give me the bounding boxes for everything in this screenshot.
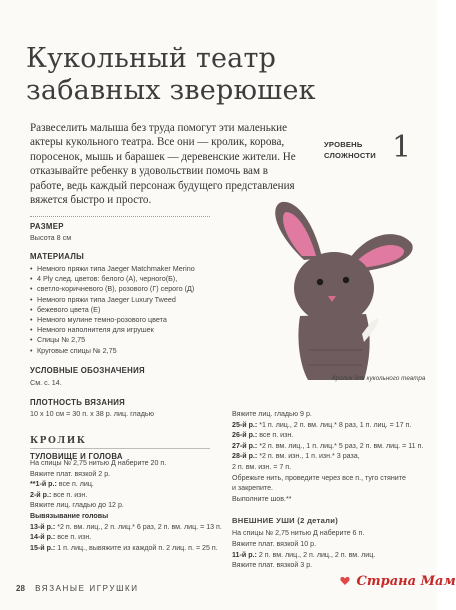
rabbit-body-line (232, 441, 423, 451)
rabbit-puppet-photo (252, 200, 432, 385)
page-title-line1: Кукольный театр (26, 43, 277, 74)
site-watermark (340, 574, 456, 589)
row-label: 11-й р.: (232, 550, 257, 559)
rabbit-body-line (30, 500, 124, 510)
row-text: На спицы № 2,75 нитью Д наберите 6 п. (232, 529, 365, 538)
ears-heading: ВНЕШНИЕ УШИ (2 детали) (232, 516, 339, 526)
row-text: Вяжите лиц. гладью до 12 р. (30, 501, 124, 510)
materials-item: • Немного мулине темно-розового цвета (30, 315, 220, 325)
difficulty-value: 1 (392, 130, 412, 165)
rabbit-body-line (232, 494, 291, 504)
section-rule (30, 448, 210, 449)
ears-line (232, 539, 316, 549)
rabbit-body-line (30, 479, 94, 489)
gauge-heading: ПЛОТНОСТЬ ВЯЗАНИЯ (30, 398, 126, 407)
rabbit-body-line (30, 532, 91, 542)
row-label: **1-й р.: (30, 480, 57, 489)
materials-item: • Спицы № 2,75 (30, 335, 220, 345)
page-footer (16, 584, 139, 593)
materials-item: • 4 Ply след. цветов: белого (А), черного(Б), (30, 274, 220, 284)
rabbit-body-line (232, 462, 291, 472)
row-text: Выполните шов.** (232, 494, 292, 503)
materials-item: • Немного наполнителя для игрушек (30, 325, 220, 335)
watermark-text: Страна Мам (356, 574, 456, 589)
row-text: 1 п. лиц., вывяжите из каждой п. 2 лиц. п. = 25 п. (55, 543, 218, 552)
rabbit-body-line (30, 458, 166, 468)
symbols-value: См. с. 14. (30, 378, 62, 387)
rabbit-body-line (30, 522, 222, 532)
materials-item: • бежевого цвета (Е) (30, 305, 220, 315)
size-value: Высота 8 см (30, 233, 72, 242)
row-text: *2 п. вм. изн., 1 п. изн.* 3 раза, (257, 452, 360, 461)
rabbit-body-line (232, 409, 312, 419)
materials-list (30, 264, 220, 356)
rabbit-body-line (30, 469, 110, 479)
row-text: Вяжите плат. вязкой 3 р. (232, 561, 313, 570)
gauge-value: 10 х 10 см = 30 п. х 38 р. лиц. гладью (30, 409, 155, 418)
row-text: Вяжите плат. вязкой 10 р. (232, 539, 317, 548)
page-number: 28 (16, 584, 25, 593)
row-text: Обрежьте нить, проведите через все п., туго стяните (232, 473, 406, 482)
ears-line (232, 560, 312, 570)
ears-line (232, 550, 375, 560)
row-text: все п. лиц. (56, 480, 94, 489)
body-head-heading: ТУЛОВИЩЕ И ГОЛОВА (30, 452, 123, 461)
row-text: Вяжите плат. вязкой 2 р. (30, 469, 111, 478)
rabbit-body-line (30, 490, 87, 500)
rabbit-body-line (232, 473, 406, 483)
rabbit-body-line (232, 430, 293, 440)
materials-heading: МАТЕРИАЛЫ (30, 252, 85, 261)
row-label: 27-й р.: (232, 441, 258, 450)
row-label: 13-й р.: (30, 522, 56, 531)
row-text: *2 п. вм. лиц., 2 п. лиц.* 6 раз, 2 п. вм. лиц. = 13 п. (55, 522, 222, 531)
row-text: и закрепите. (232, 484, 274, 493)
ears-line (232, 528, 364, 538)
row-text: 2 п. вм. изн. = 7 п. (232, 463, 292, 471)
rabbit-body-line (30, 511, 108, 521)
row-label: 28-й р.: (232, 452, 258, 461)
difficulty-label-line1: УРОВЕНЬ (324, 140, 363, 149)
row-label: 25-й р.: (232, 420, 258, 429)
row-label: 14-й р.: (30, 533, 56, 542)
symbols-heading: УСЛОВНЫЕ ОБОЗНАЧЕНИЯ (30, 366, 145, 375)
row-text: все п. изн. (55, 533, 92, 542)
photo-caption: Кролик для кукольного театра (332, 375, 426, 382)
rabbit-body-line (232, 420, 411, 430)
intro-paragraph: Развеселить малыша без труда помогут эти маленькие актеры кукольного театра. Все они — кролик, корова, поросенок, мышь и барашек — деревенские жители. Не отказывайте ребенку в удовольствии помочь вам в работе, ведь каждый персонаж будущего представления вяжется быстро и просто. (30, 122, 296, 207)
materials-item: • Немного пряжи типа Jaeger Matchmaker Merino (30, 264, 220, 274)
difficulty-level-badge (310, 130, 418, 172)
difficulty-label (324, 139, 376, 161)
section-name: ВЯЗАНЫЕ ИГРУШКИ (35, 584, 139, 593)
materials-item: • светло-коричневого (В), розового (Г) серого (Д) (30, 284, 220, 294)
row-text: *2 п. вм. лиц., 1 п. лиц.* 5 раз, 2 п. вм. лиц. = 11 п. (257, 441, 424, 450)
row-text: На спицы № 2,75 нитью Д наберите 20 п. (30, 459, 167, 467)
materials-item: • Немного пряжи типа Jaeger Luxury Tweed (30, 295, 220, 305)
row-text: все п. изн. (257, 431, 294, 440)
heart-icon (340, 576, 350, 586)
row-label: Вывязывание головы (30, 512, 109, 520)
row-text: все п. изн. (51, 490, 88, 499)
materials-item: • Круговые спицы № 2,75 (30, 346, 220, 356)
size-heading: РАЗМЕР (30, 222, 64, 231)
row-text: *1 п. лиц., 2 п. вм. лиц.* 8 раз, 1 п. лиц. = 17 п. (257, 420, 412, 429)
row-text: 2 п. вм. лиц., 2 п. лиц., 2 п. вм. лиц. (256, 550, 376, 559)
row-label: 26-й р.: (232, 431, 258, 440)
rabbit-body-line (232, 483, 273, 493)
row-label: 15-й р.: (30, 543, 56, 552)
page-title-line2: забавных зверюшек (26, 75, 316, 106)
difficulty-label-line2: СЛОЖНОСТИ (324, 151, 376, 160)
rabbit-body-line (30, 543, 218, 553)
rabbit-body-line (232, 451, 360, 461)
row-text: Вяжите лиц. гладью 9 р. (232, 410, 312, 418)
row-label: 2-й р.: (30, 490, 52, 499)
section-title-rabbit: КРОЛИК (30, 436, 87, 446)
section-divider (30, 216, 210, 217)
